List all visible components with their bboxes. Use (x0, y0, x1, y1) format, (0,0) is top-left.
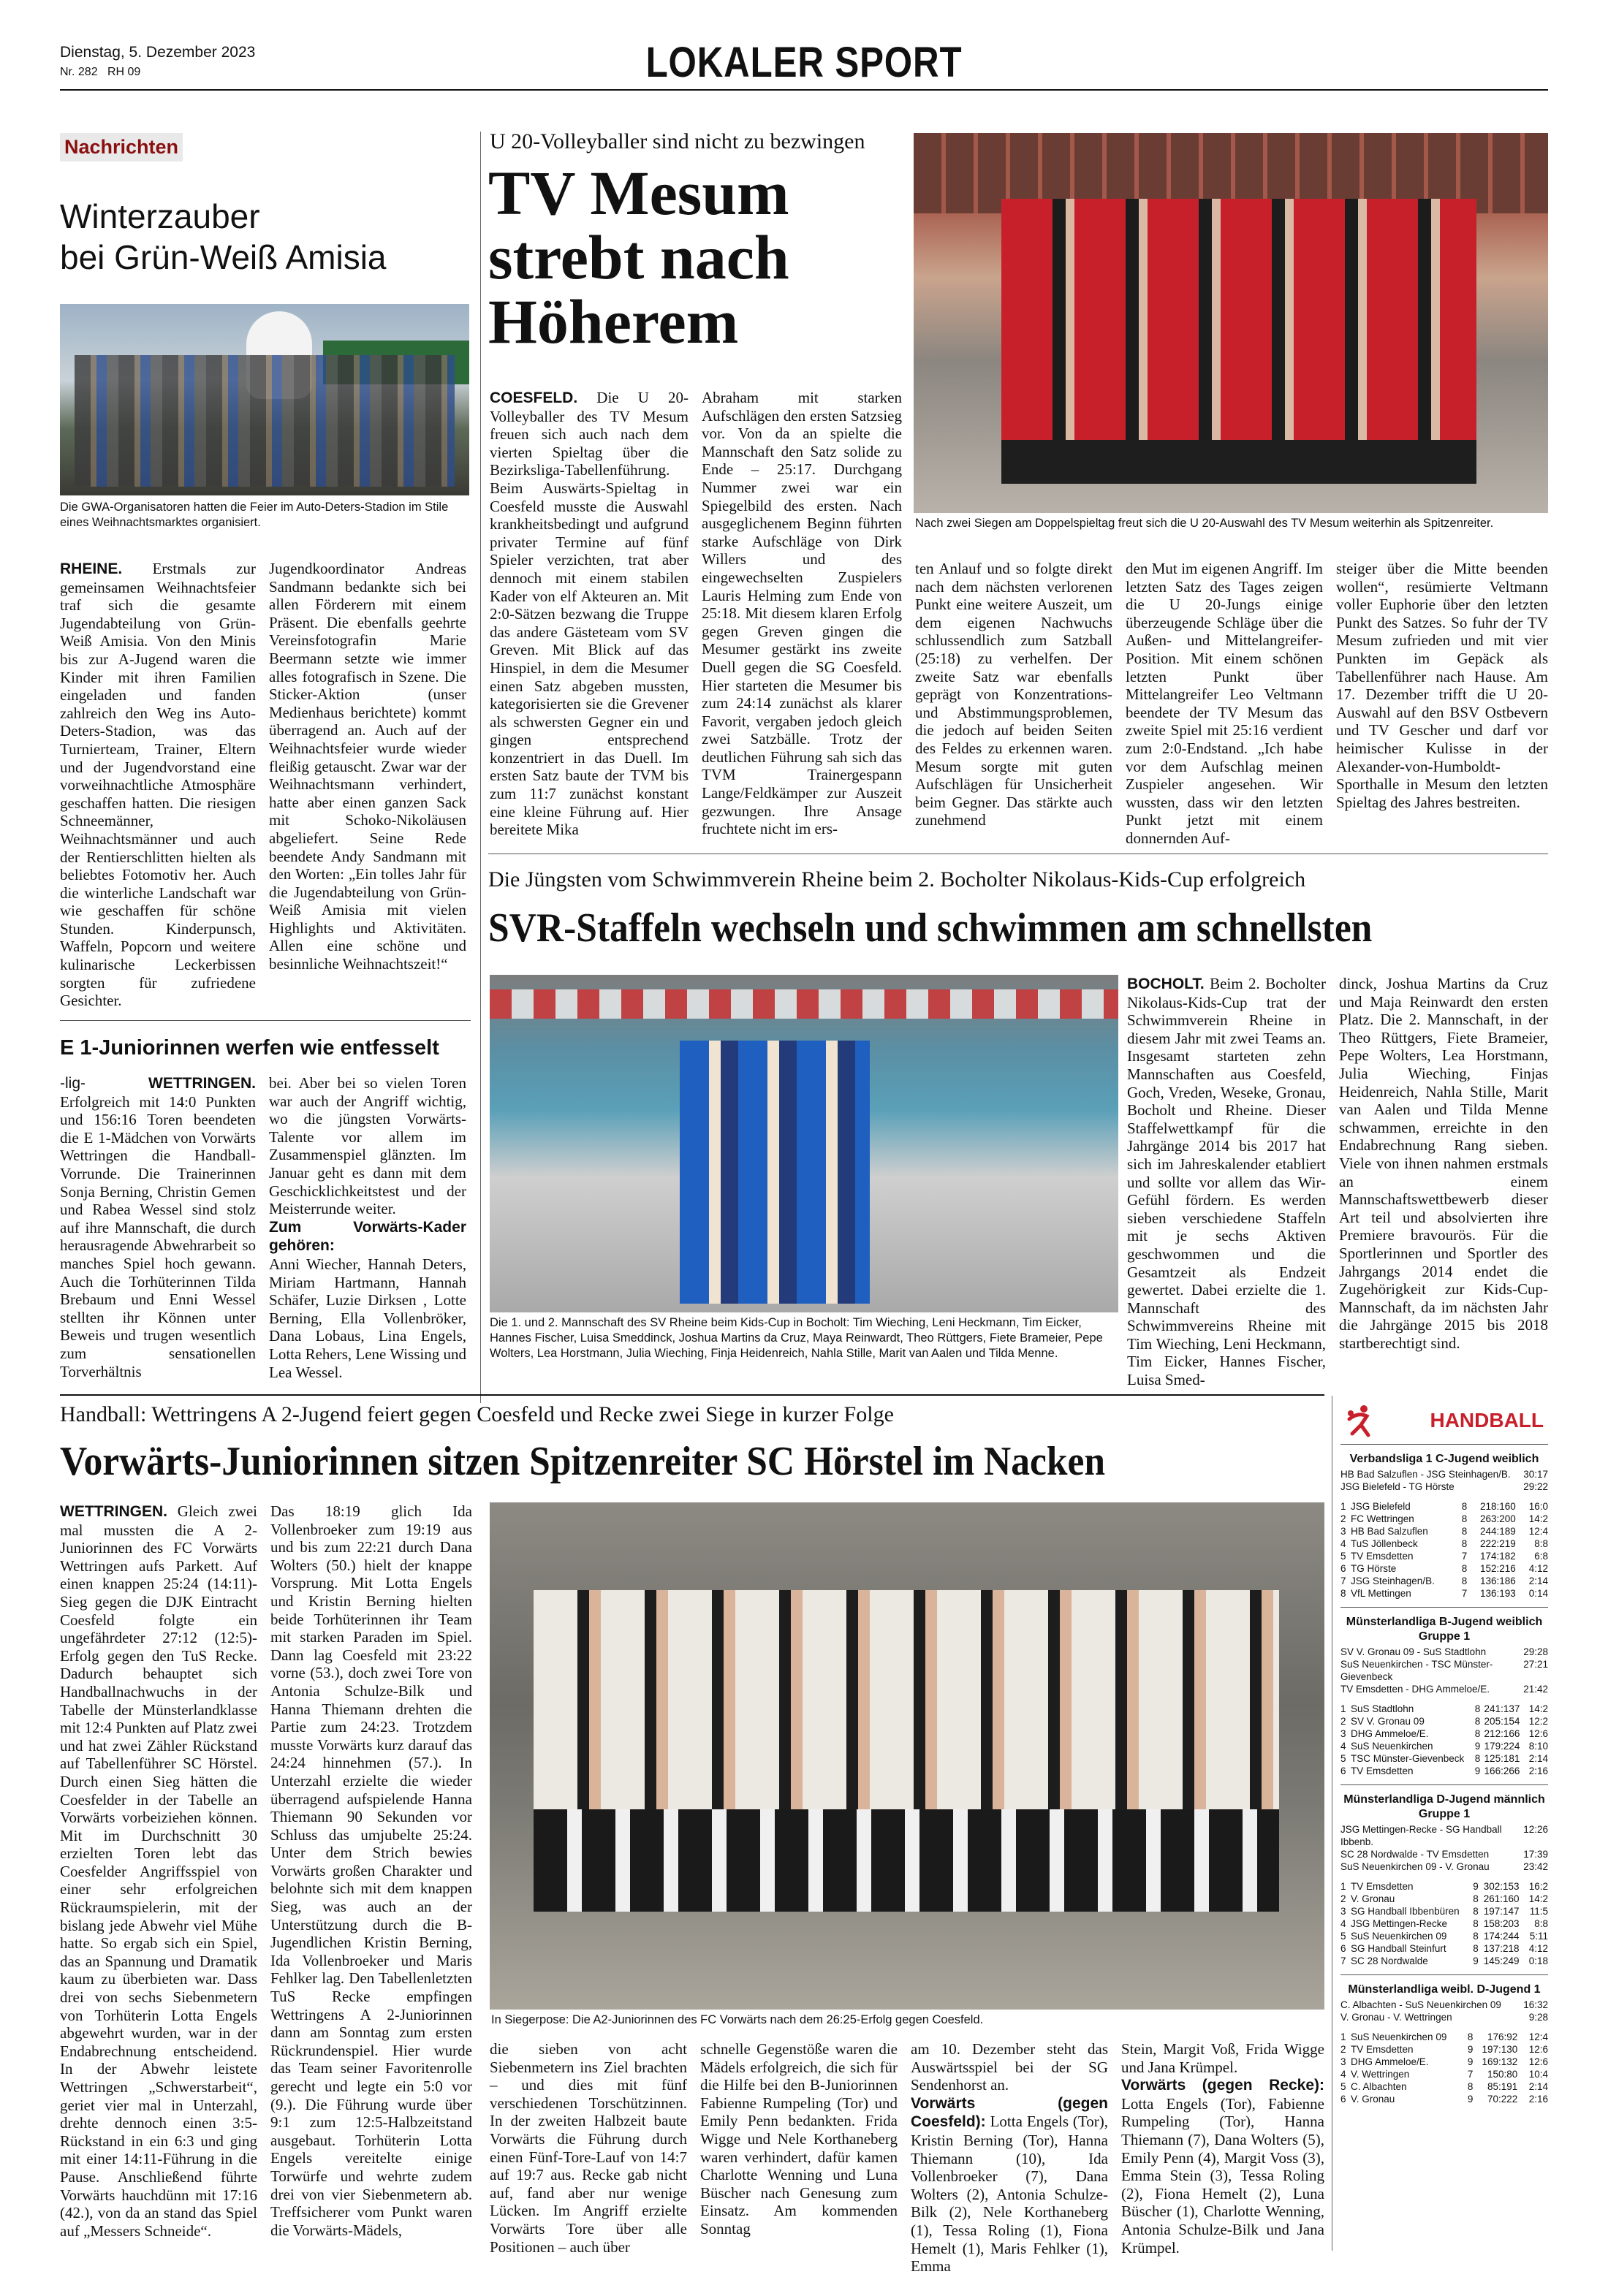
result-line (1340, 1658, 1548, 1683)
table-row (1340, 1500, 1548, 1513)
goals-cell: 222:219 (1479, 1538, 1516, 1549)
nachrichten-tag: Nachrichten (60, 133, 183, 161)
team-cell: VfL Mettingen (1351, 1588, 1411, 1599)
team-cell: TV Emsdetten (1351, 1765, 1414, 1776)
team-cell: SuS Stadtlohn (1351, 1703, 1414, 1714)
result-line (1340, 1468, 1548, 1480)
team-cell: TG Hörste (1351, 1563, 1397, 1574)
result-match: JSG Mettingen-Recke - SG Handball Ibbenb. (1340, 1824, 1502, 1847)
league-title: Münsterlandliga B-Jugend weiblich (1346, 1616, 1543, 1628)
sidebar-handball (1340, 1402, 1548, 2113)
nachrichten-col2: Jugendkoordinator Andreas Sandmann bedankte sich bei allen Förderern mit einem Präsent. Die ebenfalls geehrte Vereinsfotografin Marie Beermann setzte wie immer alles fotografisch in Szene. Die Sticker-Aktion (unser Medienhaus berichtete) kommt überragend an. Auch auf der Weihnachtsfeier wurde wieder fleißig getauscht. Zwar war der Weihnachtsmann verhindert, hatte aber einen ganzen Sack mit Schoko-Nikoläusen abgeliefert. Seine Rede beendete Andy Sandmann mit den Worten: „Ein tolles Jahr für die Jugendabteilung von Grün-Weiß Amisia mit vielen Highlights und Aktivitäten. Allen eine schöne und besinnliche Weihnachtszeit!“ (269, 560, 466, 973)
rank-cell: 3 (1340, 1728, 1346, 1739)
team-cell: SuS Neuenkirchen 09 (1351, 2031, 1447, 2042)
team-cell: FC Wettringen (1351, 1513, 1414, 1524)
games-cell: 9 (1473, 1955, 1479, 1966)
games-cell: 8 (1474, 1703, 1481, 1714)
league-results (1340, 1999, 1548, 2023)
points-cell: 2:14 (1528, 1753, 1548, 1764)
rank-cell: 5 (1340, 1931, 1346, 1942)
games-cell: 9 (1467, 2094, 1474, 2105)
handball-kicker: Handball: Wettringens A 2-Jugend feiert gegen Coesfeld und Recke zwei Siege in kurzer Folge (60, 1402, 894, 1426)
svr-caption: Die 1. und 2. Mannschaft des SV Rheine beim Kids-Cup in Bocholt: Tim Wieching, Leni Heckmann, Tim Eicker, Hannes Fischer, Luisa Smeddinck, Joshua Martins da Cruz, Maya Reinwardt, Theo Rüttgers, Fiete Brameier, Pepe Wolters, Lea Horstmann, Julia Wieching, Finja Heidenreich, Nahla Stille, Marit van Aalen und Tilda Menne. (490, 1316, 1103, 1360)
goals-cell: 174:244 (1483, 1931, 1520, 1942)
table-row (1340, 1930, 1548, 1942)
games-cell: 8 (1467, 2031, 1474, 2042)
games-cell: 9 (1474, 1741, 1481, 1752)
rank-cell: 6 (1340, 1563, 1346, 1574)
result-line (1340, 1999, 1548, 2011)
goals-cell: 136:193 (1479, 1588, 1516, 1599)
svr-photo (490, 975, 1118, 1312)
points-cell: 8:10 (1528, 1741, 1548, 1752)
sidebar-header (1340, 1402, 1548, 1445)
handball-headline: Vorwärts-Juniorinnen sitzen Spitzenreiter SC Hörstel im Nacken (60, 1439, 1106, 1484)
table-row (1340, 1513, 1548, 1525)
team-cell: JSG Bielefeld (1351, 1501, 1411, 1512)
points-cell: 2:14 (1528, 2081, 1548, 2092)
games-cell: 8 (1473, 1918, 1479, 1929)
table-row (1340, 1562, 1548, 1575)
result-line (1340, 1480, 1548, 1493)
team-cell: JSG Mettingen-Recke (1351, 1918, 1448, 1929)
team-cell: C. Albachten (1351, 2081, 1407, 2092)
rank-cell: 3 (1340, 1526, 1346, 1537)
edition-code: RH 09 (107, 66, 141, 78)
team-cell: SuS Neuenkirchen (1351, 1741, 1433, 1752)
team-cell: V. Gronau (1351, 2094, 1395, 2105)
table-row (1340, 1537, 1548, 1550)
points-cell: 4:12 (1528, 1943, 1548, 1954)
table-row (1340, 1575, 1548, 1587)
games-cell: 8 (1473, 1943, 1479, 1954)
points-cell: 2:14 (1528, 1575, 1548, 1586)
table-row (1340, 1587, 1548, 1600)
result-score: 30:17 (1523, 1469, 1548, 1480)
points-cell: 14:2 (1528, 1513, 1548, 1524)
rank-cell: 3 (1340, 1906, 1346, 1917)
games-cell: 7 (1467, 2069, 1474, 2080)
goals-cell: 244:189 (1479, 1526, 1516, 1537)
rank-cell: 7 (1340, 1575, 1346, 1586)
result-line (1340, 1683, 1548, 1695)
goals-cell: 205:154 (1484, 1716, 1520, 1727)
table-row (1340, 1752, 1548, 1765)
table-row (1340, 2080, 1548, 2093)
goals-cell: 136:186 (1479, 1575, 1516, 1586)
result-match: JSG Bielefeld - TG Hörste (1340, 1481, 1455, 1492)
team-cell: SC 28 Nordwalde (1351, 1955, 1428, 1966)
handball-player-icon (1342, 1403, 1377, 1438)
league-group: Gruppe 1 (1418, 1630, 1471, 1643)
result-match: V. Gronau - V. Wettringen (1340, 2012, 1452, 2023)
rank-cell: 2 (1340, 1893, 1346, 1904)
mesum-col4: den Mut im eigenen Angriff. Im letzten Satz des Tages zeigen die U 20-Jungs einige überzeugende Schläge über die Außen- und Mittelangreifer-Position. Mit einem schönen letzten Punkt über Mittelangreifer Leo Veltmann beendete der TV Mesum das zweite Spiel mit 25:16 verdient zum 2:0-Endstand. „Ich habe vor dem Aufschlag meinen Zuspieler angesehen. Wir wussten, dass wir den letzten Punkt jetzt mit einem donnernden Auf- (1126, 560, 1323, 847)
table-row (1340, 1727, 1548, 1740)
result-line (1340, 1646, 1548, 1658)
goals-cell: 302:153 (1483, 1881, 1520, 1892)
games-cell: 8 (1461, 1501, 1468, 1512)
rank-cell: 4 (1340, 1918, 1346, 1929)
league-results (1340, 1823, 1548, 1873)
games-cell: 7 (1461, 1551, 1468, 1562)
svr-col2: dinck, Joshua Martins da Cruz und Maja Reinwardt den ersten Platz. Die 2. Mannschaft, in der Theo Rüttgers, Fiete Brameier, Pepe Wolters, Lea Horstmann, Julia Wieching, Finjas Heidenreich, Nahla Stille, Marit van Aalen und Tilda Menne schwammen, erreichte in den Endabrechnung Rang sieben. Viele von ihnen nahmen erstmals an einem Mannschaftswettbewerb dieser Art teil und absolvierten ihre Premiere bravourös. Für die Sportlerinnen und Sportler des Jahrgangs 2014 endet die Zugehörigkeit zur Kids-Cup-Mannschaft, da im nächsten Jahr die Jahrgänge 2015 bis 2018 startberechtigt sind. (1339, 975, 1548, 1352)
result-score: 29:22 (1523, 1481, 1548, 1492)
result-score: 27:21 (1523, 1659, 1548, 1670)
table-row (1340, 1715, 1548, 1727)
result-match: SuS Neuenkirchen 09 - V. Gronau (1340, 1861, 1490, 1872)
table-row (1340, 2043, 1548, 2056)
goals-cell: 166:266 (1484, 1765, 1520, 1776)
handball-rule (60, 1394, 1324, 1396)
league-block (1340, 1607, 1548, 1784)
points-cell: 16:2 (1528, 1881, 1548, 1892)
league-title: Münsterlandliga D-Jugend männlich (1343, 1793, 1545, 1806)
games-cell: 9 (1473, 1881, 1479, 1892)
goals-cell: 150:80 (1487, 2069, 1518, 2080)
team-cell: DHG Ammeloe/E. (1351, 2056, 1429, 2067)
points-cell: 12:4 (1528, 1526, 1548, 1537)
points-cell: 10:4 (1528, 2069, 1548, 2080)
goals-cell: 218:160 (1479, 1501, 1516, 1512)
points-cell: 2:16 (1528, 2094, 1548, 2105)
table-row (1340, 1905, 1548, 1917)
league-list (1340, 1445, 1548, 2113)
rank-cell: 4 (1340, 1538, 1346, 1549)
section-title: LOKALER SPORT (645, 39, 963, 86)
table-row (1340, 1917, 1548, 1930)
points-cell: 12:6 (1528, 2044, 1548, 2055)
goals-cell: 145:249 (1483, 1955, 1520, 1966)
goals-cell: 137:218 (1483, 1943, 1520, 1954)
goals-cell: 197:130 (1482, 2044, 1518, 2055)
rank-cell: 1 (1340, 1881, 1346, 1892)
goals-cell: 241:137 (1484, 1703, 1520, 1714)
handball-col6: Stein, Margit Voß, Frida Wigge und Jana Krümpel. Vorwärts (gegen Recke): Lotta Engels (Tor), Fabienne Rumpeling (Tor), Hanna Thiemann (7), Dana Wolters (5), Emily Penn (4), Margit Voss (3), Emma Stein (3), Tessa Roling (2), Fiona Hemelt (2), Luna Büscher (1), Charlotte Wenning, Antonia Schulze-Bilk und Jana Krümpel. (1121, 2040, 1324, 2257)
team-cell: TuS Jöllenbeck (1351, 1538, 1418, 1549)
table-row (1340, 1955, 1548, 1967)
games-cell: 8 (1474, 1716, 1481, 1727)
rank-cell: 5 (1340, 1753, 1346, 1764)
result-line (1340, 1823, 1548, 1848)
handball-col2: Das 18:19 glich Ida Vollenbroeker zum 19:19 aus und bis zum 22:21 durch Dana Wolters (50.) hielt der knappe Vorsprung. Mit Lotta Engels und Kristin Berning hielten beide Torhüterinnen ihr Team mit starken Paraden im Spiel. Dann lag Coesfeld mit 23:22 vorne (53.), doch zwei Tore von Antonia Schulze-Bilk und Hanna Thiemann drehten die Partie zum 24:23. Trotzdem musste Vorwärts kurz darauf das 24:24 hinnehmen (57.). In Unterzahl erzielte die wieder überragend aufspielende Hanna Thiemann 90 Sekunden vor Schluss das umjubelte 25:24. Unter dem Strich bewies Vorwärts großen Charakter und belohnte sich mit dem knappen Sieg, was auch an der Unterstützung durch die B-Jugendlichen Kristin Berning, Ida Vollenbroeker und Maris Fehlker lag. Den Tabellenletzten TuS Recke empfingen Wettringens A 2-Juniorinnen dann am Sonntag zum ersten Rückrundenspiel. Hier wurde das Team seiner Favoritenrolle gerecht und legte ein 5:0 vor (9.). Die Führung wurde über 9:1 zum 12:5-Halbzeitstand ausgebaut. Torhüterin Lotta Engels vereitelte einige Torwürfe und wehrte zudem drei von vier Siebenmetern ab. Treffsicherer vom Punkt waren die Vorwärts-Mädels, (270, 1502, 472, 2239)
table-row (1340, 1942, 1548, 1955)
league-block (1340, 1445, 1548, 1607)
rank-cell: 6 (1340, 2094, 1346, 2105)
mesum-col1: COESFELD. Die U 20-Volleyballer des TV Mesum freuen sich auch nach dem vierten Spieltag über die Bezirksliga-Tabellenführung. Beim Auswärts-Spieltag in Coesfeld musste die Auswahl krankheitsbedingt und aufgrund privater Termine auf fünf Spieler verzichten, trat aber dennoch mit einem stabilen Kader von elf Akteuren an. Mit 2:0-Sätzen bezwang die Truppe das andere Gästeteam vom SV Greven. Mit Blick auf das Hinspiel, in dem die Mesumer einen Satz abgeben mussten, kategorisierten sie die Grevener als schwersten Gegner ein und gingen entsprechend konzentriert in das Duell. Im ersten Satz baute der TVM bis zum 11:7 zunächst konstant eine kleine Führung auf. Hier bereitete Mika (490, 389, 689, 839)
result-score: 21:42 (1523, 1684, 1548, 1695)
mesum-col3: ten Anlauf und so folgte direkt nach dem nächsten verlorenen Punkt eine weitere Auszeit, um dem eigenen Nachwuchs schlussendlich zum Satzball (25:18) zu verhelfen. Der zweite Satz war ebenfalls geprägt von Konzentrations- und Abstimmungsproblemen, die jedoch auf beiden Seiten des Feldes zu erkennen waren. Mesum sorgte mit guten Aufschlägen für Unsicherheit beim Gegner. Das stärkte auch zunehmend (915, 560, 1112, 829)
points-cell: 14:2 (1528, 1893, 1548, 1904)
points-cell: 16:0 (1528, 1501, 1548, 1512)
table-row (1340, 2056, 1548, 2068)
nachrichten-col1: RHEINE. Erstmals zur gemeinsamen Weihnachtsfeier traf sich die gesamte Jugendabteilung von Grün-Weiß Amisia. Von den Minis bis zur A-Jugend waren die Kinder mit ihren Familien eingeladen und fanden zahlreich den Weg ins Auto-Deters-Stadion, was das Turnierteam, Trainer, Eltern und der Jugendvorstand eine vorweihnachtliche Atmosphäre geschaffen hatten. Die riesigen Schneemänner, Weihnachtsmänner und auch der Rentierschlitten hielten als beliebtes Fotomotiv her. Auch die winterliche Landschaft war wie geschaffen für schöne Stunden. Kinderpunsch, Waffeln, Popcorn und weitere kulinarische Leckerbissen sorgten für zufriedene Gesichter. (60, 560, 256, 1010)
sidebar-brand: HANDBALL (1430, 1409, 1544, 1432)
points-cell: 2:16 (1528, 1765, 1548, 1776)
nachrichten-headline: Winterzauber bei Grün-Weiß Amisia (60, 197, 387, 276)
rank-cell: 2 (1340, 2044, 1346, 2055)
goals-cell: 174:182 (1479, 1551, 1516, 1562)
games-cell: 8 (1461, 1563, 1468, 1574)
goals-cell: 263:200 (1479, 1513, 1516, 1524)
league-results (1340, 1646, 1548, 1695)
mesum-col2: Abraham mit starken Aufschlägen den ersten Satzsieg vor. Von da an spielte die Mannschaft den Satz solide zu Ende – 25:17. Durchgang Nummer zwei war ein Spiegelbild des ersten. Nach ausgeglichenem Beginn führten starke Aufschläge von Dirk Willers und des eingewechselten Zuspielers Lauris Helming zum Ende von 25:18. Mit diesem klaren Erfolg gegen Greven gingen die Mesumer gestärkt ins zweite Duell gegen die SG Coesfeld. Hier starteten die Mesumer bis zum 24:14 zunächst als klarer Favorit, vergaben jedoch gleich zwei Satzbälle. Trotz der deutlichen Führung sah sich das TVM Trainergespann Lange/Feldkämper zur Auszeit gezwungen. Ihre Ansage fruchtete nicht im ers- (702, 389, 902, 838)
league-results (1340, 1468, 1548, 1493)
goals-cell: 158:203 (1483, 1918, 1520, 1929)
mesum-col5: steiger über die Mitte beenden wollen“, resümierte Veltmann voller Euphorie über den letzten Punkt des Satzes. So fuhr der TV Mesum zufrieden und mit vier Punkten im Gepäck als Tabellenführer nach Hause. Am 17. Dezember trifft die U 20-Auswahl auf den BSV Ostbevern und TV Gescher und darf vor heimischer Kulisse in der Alexander-von-Humboldt-Sporthalle in Mesum den letzten Spieltag des Jahres bestreiten. (1336, 560, 1548, 811)
rank-cell: 2 (1340, 1513, 1346, 1524)
team-cell: TV Emsdetten (1351, 1881, 1414, 1892)
goals-cell: 125:181 (1484, 1753, 1520, 1764)
points-cell: 6:8 (1534, 1551, 1548, 1562)
points-cell: 8:8 (1534, 1538, 1548, 1549)
games-cell: 8 (1467, 2081, 1474, 2092)
team-cell: SV V. Gronau 09 (1351, 1716, 1425, 1727)
result-line (1340, 2011, 1548, 2023)
standings-table (1340, 2031, 1548, 2105)
left-column-divider (480, 132, 481, 1403)
games-cell: 8 (1473, 1931, 1479, 1942)
table-row (1340, 1880, 1548, 1893)
svr-kicker: Die Jüngsten vom Schwimmverein Rheine beim 2. Bocholter Nikolaus-Kids-Cup erfolgreich (488, 867, 1306, 892)
table-row (1340, 2093, 1548, 2105)
result-match: HB Bad Salzuflen - JSG Steinhagen/B. (1340, 1469, 1511, 1480)
svr-col1: BOCHOLT. Beim 2. Bocholter Nikolaus-Kids-Cup trat der Schwimmverein Rheine in diesem Jahr mit zwei Teams an. Insgesamt starteten zehn Mannschaften aus Coesfeld, Goch, Vreden, Weseke, Gronau, Bocholt und Rheine. Dieser Staffelwettkampf für die Jahrgänge 2014 bis 2017 hat sich im Jahreskalender etabliert und sollte vor allem das Wir-Gefühl fördern. Es werden sieben verschiedene Staffeln mit je sechs Aktiven geschwommen und die Gesamtzeit als Endzeit gewertet. Dabei erzielte die 1. Mannschaft des Schwimmvereins Rheine mit Tim Wieching, Leni Heckmann, Tim Eicker, Hannes Fischer, Luisa Smed- (1127, 975, 1326, 1389)
games-cell: 9 (1467, 2044, 1474, 2055)
team-cell: DHG Ammeloe/E. (1351, 1728, 1429, 1739)
table-row (1340, 1550, 1548, 1562)
rank-cell: 1 (1340, 1703, 1346, 1714)
issue-date: Dienstag, 5. Dezember 2023 (60, 44, 256, 61)
points-cell: 0:14 (1528, 1588, 1548, 1599)
table-row (1340, 1740, 1548, 1752)
team-cell: SuS Neuenkirchen 09 (1351, 1931, 1447, 1942)
standings-table (1340, 1703, 1548, 1777)
goals-cell: 179:224 (1484, 1741, 1520, 1752)
rank-cell: 6 (1340, 1943, 1346, 1954)
goals-cell: 261:160 (1483, 1893, 1520, 1904)
e1-headline: E 1-Juniorinnen werfen wie entfesselt (60, 1036, 439, 1060)
rank-cell: 5 (1340, 2081, 1346, 2092)
points-cell: 11:5 (1529, 1906, 1548, 1917)
table-row (1340, 1525, 1548, 1537)
points-cell: 12:2 (1528, 1716, 1548, 1727)
points-cell: 12:6 (1528, 2056, 1548, 2067)
mesum-photo (914, 133, 1548, 513)
games-cell: 9 (1474, 1765, 1481, 1776)
team-cell: SG Handball Ibbenbüren (1351, 1906, 1460, 1917)
handball-col5: am 10. Dezember steht das Auswärtsspiel bei der SG Sendenhorst an. Vorwärts (gegen Coesfeld): Lotta Engels (Tor), Kristin Berning (Tor), Hanna Thiemann (10), Ida Vollenbroeker (7), Dana Wolters (2), Antonia Schulze-Bilk (2), Nele Korthaneberg (1), Tessa Roling (1), Fiona Hemelt (1), Maris Fehlker (1), Emma (911, 2040, 1108, 2276)
rank-cell: 4 (1340, 1741, 1346, 1752)
league-title: Verbandsliga 1 C-Jugend weiblich (1349, 1453, 1539, 1465)
standings-table (1340, 1880, 1548, 1967)
goals-cell: 169:132 (1482, 2056, 1518, 2067)
goals-cell: 85:191 (1487, 2081, 1518, 2092)
svr-headline: SVR-Staffeln wechseln und schwimmen am schnellsten (488, 905, 1373, 951)
points-cell: 4:12 (1528, 1563, 1548, 1574)
team-cell: V. Wettringen (1351, 2069, 1410, 2080)
rank-cell: 7 (1340, 1955, 1346, 1966)
team-cell: JSG Steinhagen/B. (1351, 1575, 1435, 1586)
result-score: 29:28 (1523, 1646, 1548, 1657)
team-cell: TV Emsdetten (1351, 1551, 1414, 1562)
games-cell: 7 (1461, 1588, 1468, 1599)
result-score: 23:42 (1523, 1861, 1548, 1872)
header-rule (60, 89, 1548, 91)
result-line (1340, 1848, 1548, 1860)
games-cell: 8 (1461, 1575, 1468, 1586)
league-group: Gruppe 1 (1418, 1808, 1471, 1820)
result-line (1340, 1860, 1548, 1873)
points-cell: 5:11 (1529, 1931, 1548, 1942)
games-cell: 8 (1473, 1893, 1479, 1904)
rank-cell: 5 (1340, 1551, 1346, 1562)
team-cell: TV Emsdetten (1351, 2044, 1414, 2055)
team-cell: TSC Münster-Gievenbeck (1351, 1753, 1465, 1764)
games-cell: 8 (1473, 1906, 1479, 1917)
result-match: SuS Neuenkirchen - TSC Münster-Gievenbeck (1340, 1659, 1493, 1682)
result-score: 17:39 (1523, 1849, 1548, 1860)
goals-cell: 197:147 (1483, 1906, 1520, 1917)
handball-photo (490, 1502, 1324, 2010)
result-match: SV V. Gronau 09 - SuS Stadtlohn (1340, 1646, 1487, 1657)
result-match: C. Albachten - SuS Neuenkirchen 09 (1340, 1999, 1501, 2010)
games-cell: 8 (1461, 1513, 1468, 1524)
issue-number: Nr. 282 (60, 66, 98, 78)
handball-col4: schnelle Gegenstöße waren die Mädels erfolgreich, die sich für die Hilfe bei den B-Juniorinnen Fabienne Rumpeling (Tor) und Emily Penn bedankten. Frida Wigge und Nele Korthaneberg waren verhindert, dafür kamen Charlotte Wenning und Luna Büscher nach Genesung zum Einsatz. Am kommenden Sonntag (700, 2040, 898, 2238)
rank-cell: 1 (1340, 2031, 1346, 2042)
table-row (1340, 1765, 1548, 1777)
team-cell: SG Handball Steinfurt (1351, 1943, 1446, 1954)
handball-caption: In Siegerpose: Die A2-Juniorinnen des FC Vorwärts nach dem 26:25-Erfolg gegen Coesfeld. (491, 2013, 984, 2026)
games-cell: 8 (1474, 1728, 1481, 1739)
rank-cell: 1 (1340, 1501, 1346, 1512)
rank-cell: 6 (1340, 1765, 1346, 1776)
e1-col2: bei. Aber bei so vielen Toren war auch der Angriff wichtig, wo die jüngsten Vorwärts-Talente vor allem im Zusammenspiel glänzten. Im Januar geht es dann mit dem Geschicklichkeitstest und der Meisterrunde weiter. Zum Vorwärts-Kader gehören: Anni Wiecher, Hannah Deters, Miriam Hartmann, Hannah Schäfer, Luzie Dirksen , Lotte Berning, Ella Vollenbröker, Dana Lobaus, Lina Engels, Lotta Rehers, Lene Wissing und Lea Wessel. (269, 1074, 466, 1381)
team-cell: V. Gronau (1351, 1893, 1395, 1904)
mesum-headline: TV Mesum strebt nach Höherem (488, 158, 789, 357)
games-cell: 8 (1461, 1538, 1468, 1549)
points-cell: 12:4 (1528, 2031, 1548, 2042)
nachrichten-caption: Die GWA-Organisatoren hatten die Feier im Auto-Deters-Stadion im Stile eines Weihnachtsmarktes organisiert. (60, 501, 449, 529)
rank-cell: 8 (1340, 1588, 1346, 1599)
table-row (1340, 1703, 1548, 1715)
team-cell: HB Bad Salzuflen (1351, 1526, 1428, 1537)
goals-cell: 152:216 (1479, 1563, 1516, 1574)
table-row (1340, 2031, 1548, 2043)
league-title: Münsterlandliga weibl. D-Jugend 1 (1348, 1983, 1541, 1996)
nachrichten-photo (60, 304, 469, 495)
standings-table (1340, 1500, 1548, 1600)
goals-cell: 176:92 (1487, 2031, 1518, 2042)
points-cell: 14:2 (1528, 1703, 1548, 1714)
games-cell: 8 (1461, 1526, 1468, 1537)
table-row (1340, 1893, 1548, 1905)
handball-col3: die sieben von acht Siebenmetern ins Ziel brachten – und dies mit fünf verschiedenen Torschützinnen. In der zweiten Halbzeit baute Vorwärts die Führung durch einen Fünf-Tore-Lauf von 14:7 auf 19:7 aus. Recke gab nicht auf, fand aber nur wenige Lücken. Im Angriff erzielte Vorwärts Tore über alle Positionen – auch über (490, 2040, 687, 2256)
result-score: 9:28 (1528, 2012, 1548, 2023)
points-cell: 0:18 (1528, 1955, 1548, 1966)
result-match: SC 28 Nordwalde - TV Emsdetten (1340, 1849, 1490, 1860)
league-block (1340, 1784, 1548, 1974)
points-cell: 12:6 (1528, 1728, 1548, 1739)
result-match: TV Emsdetten - DHG Ammeloe/E. (1340, 1684, 1490, 1695)
goals-cell: 212:166 (1484, 1728, 1520, 1739)
e1-rule (60, 1020, 471, 1021)
games-cell: 9 (1467, 2056, 1474, 2067)
e1-col1: -lig- WETTRINGEN. Erfolgreich mit 14:0 Punkten und 156:16 Toren beendeten die E 1-Mädchen von Vorwärts Wettringen die Handball-Vorrunde. Die Trainerinnen Sonja Berning, Christin Gemen und Rabea Wessel sind stolz auf ihre Mannschaft, die durch herausragende Abwehrarbeit so manches Spiel hoch gewann. Auch die Torhüterinnen Tilda Brebaum und Enni Wessel stellten ihr Können unter Beweis und trugen wesentlich zum sensationellen Torverhältnis (60, 1075, 256, 1380)
points-cell: 8:8 (1534, 1918, 1548, 1929)
result-score: 16:32 (1523, 1999, 1548, 2010)
result-score: 12:26 (1523, 1824, 1548, 1835)
mesum-kicker: U 20-Volleyballer sind nicht zu bezwingen (490, 129, 865, 153)
mesum-caption: Nach zwei Siegen am Doppelspieltag freut sich die U 20-Auswahl des TV Mesum weiterhin als Spitzenreiter. (915, 517, 1494, 530)
rank-cell: 2 (1340, 1716, 1346, 1727)
goals-cell: 70:222 (1487, 2094, 1518, 2105)
games-cell: 8 (1474, 1753, 1481, 1764)
rank-cell: 4 (1340, 2069, 1346, 2080)
rank-cell: 3 (1340, 2056, 1346, 2067)
handball-col1: WETTRINGEN. Gleich zwei mal mussten die A 2-Juniorinnen des FC Vorwärts Wettringen aufs Parkett. Auf einen knappen 25:24 (14:11)-Sieg gegen die DJK Eintracht Coesfeld folgte ein ungefährdeter 27:12 (12:5)-Erfolg gegen den TuS Recke. Dadurch behauptet sich Handballnachwuchs in der Tabelle der Münsterlandklasse mit 12:4 Punkten auf Platz zwei und hat zwei Zähler Rückstand auf Tabellenführer SC Hörstel. Durch einen Sieg hätten die Coesfelder in der Tabelle an Vorwärts vorbeiziehen können. Mit im Durchschnitt 30 erzielten Toren lebt das Coesfelder Angriffsspiel von einer sehr erfolgreichen Rückraumspielerin, mit der bislang jede Abwehr viel Mühe hatte. So ergab sich ein Spiel, das an Spannung und Dramatik kaum zu überbieten war. Dass drei von sechs Siebenmetern von Torhüterin Lotta Engels abgewehrt wurden, war in der Endabrechnung entscheidend. In der Abwehr leistete Wettringen „Schwerstarbeit“, geriet vier mal in Unterzahl, drehte dennoch einen 3:5-Rückstand in ein 6:3 und ging mit einer 14:11-Führung in die Pause. Anschließend führte Vorwärts hauchdünn mit 17:16 (42.), von da an stand das Spiel auf „Messers Schneide“. (60, 1502, 257, 2240)
league-block (1340, 1974, 1548, 2113)
table-row (1340, 2068, 1548, 2080)
